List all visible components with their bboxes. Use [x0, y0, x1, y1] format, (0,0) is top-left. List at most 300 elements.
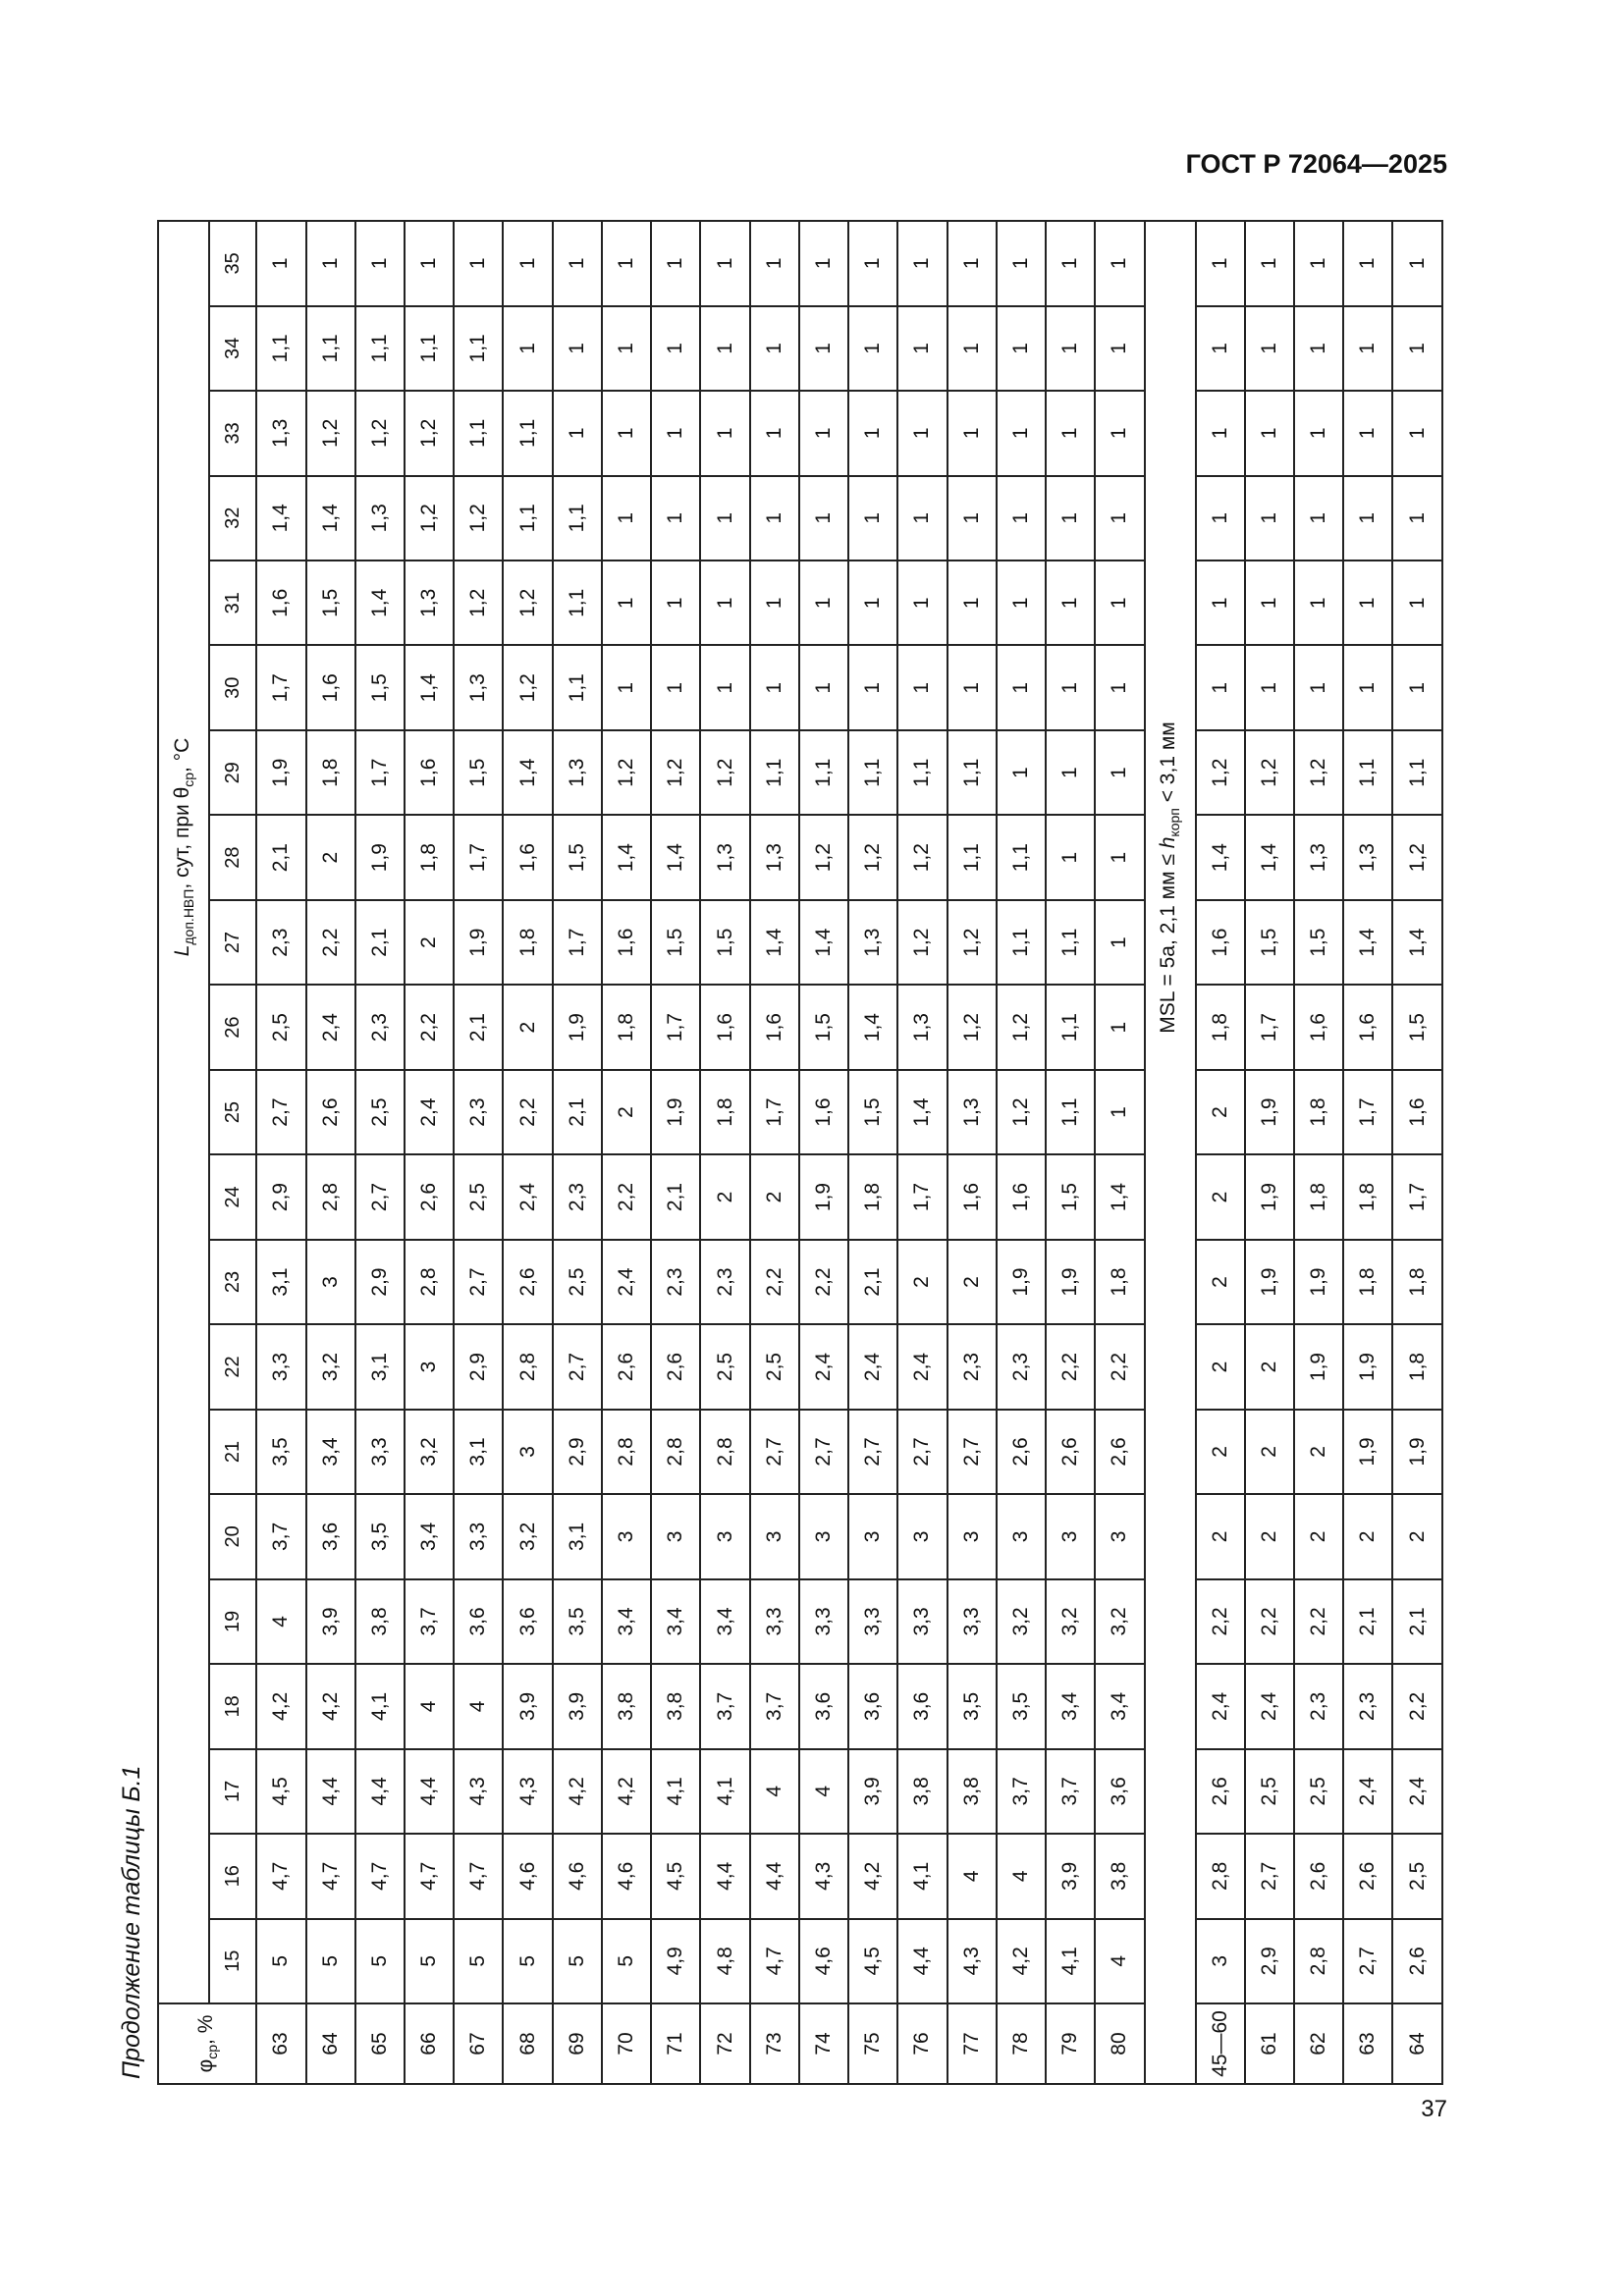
table-cell: 4 [454, 1664, 503, 1748]
table-cell: 1 [1343, 391, 1392, 475]
table-cell: 2,2 [1245, 1579, 1294, 1664]
table-cell: 1 [1294, 476, 1343, 561]
column-header: 22 [209, 1324, 256, 1409]
row-phi-label: 80 [1095, 2003, 1144, 2084]
table-cell: 1,9 [1245, 1240, 1294, 1324]
table-cell: 1,2 [848, 815, 897, 899]
table-cell: 1,1 [947, 815, 997, 899]
table-cell: 1,6 [997, 1154, 1046, 1239]
table-cell: 3,8 [602, 1664, 651, 1748]
table-cell: 1,7 [1392, 1154, 1442, 1239]
table-cell: 1,4 [750, 900, 799, 985]
table-cell: 3,6 [897, 1664, 947, 1748]
table-cell: 1,2 [997, 985, 1046, 1069]
table-cell: 1 [947, 646, 997, 730]
table-cell: 4,1 [700, 1749, 749, 1834]
table-cell: 2,8 [503, 1324, 552, 1409]
table-cell: 1,2 [454, 476, 503, 561]
table-cell: 1,1 [947, 730, 997, 815]
table-cell: 2,1 [355, 900, 405, 985]
table-cell: 1 [1343, 476, 1392, 561]
table-cell: 2,8 [405, 1240, 454, 1324]
table-cell: 1 [1343, 306, 1392, 391]
table-cell: 1,9 [1392, 1410, 1442, 1494]
table-cell: 4,4 [306, 1749, 355, 1834]
table-cell: 3,1 [454, 1410, 503, 1494]
table-cell: 1 [602, 476, 651, 561]
table-cell: 3,3 [750, 1579, 799, 1664]
table-cell: 1,2 [1245, 730, 1294, 815]
table-cell: 1 [848, 221, 897, 306]
table-cell: 2,9 [454, 1324, 503, 1409]
table-cell: 2,2 [1095, 1324, 1144, 1409]
table-cell: 5 [256, 1919, 305, 2003]
table-cell: 5 [355, 1919, 405, 2003]
table-cell: 1 [848, 646, 897, 730]
section-header: MSL = 5a, 2,1 мм ≤ $h_{корп} < 3,1$ мм [1145, 221, 1196, 2084]
table-cell: 1,1 [553, 646, 602, 730]
table-cell: 2 [1196, 1494, 1245, 1578]
row-phi-label: 67 [454, 2003, 503, 2084]
table-cell: 2,8 [700, 1410, 749, 1494]
table-cell: 3 [897, 1494, 947, 1578]
table-cell: 4 [947, 1834, 997, 1918]
table-cell: 1 [799, 221, 848, 306]
table-cell: 1,5 [799, 985, 848, 1069]
table-cell: 1 [1196, 646, 1245, 730]
table-cell: 1 [947, 221, 997, 306]
rotated-table-area [114, 220, 1449, 2085]
table-cell: 2 [897, 1240, 947, 1324]
table-cell: 3 [503, 1410, 552, 1494]
table-cell: 1,5 [1245, 900, 1294, 985]
table-cell: 1,1 [897, 730, 947, 815]
table-cell: 2,6 [1046, 1410, 1095, 1494]
table-cell: 2,9 [355, 1240, 405, 1324]
table-cell: 5 [306, 1919, 355, 2003]
table-cell: 1 [848, 391, 897, 475]
table-cell: 4,7 [355, 1834, 405, 1918]
table-cell: 1 [1095, 306, 1144, 391]
table-cell: 1,1 [799, 730, 848, 815]
table-row [700, 221, 749, 2084]
table-cell: 1,7 [750, 1070, 799, 1154]
table-cell: 1,3 [700, 815, 749, 899]
table-row [651, 221, 700, 2084]
table-cell: 2,7 [897, 1410, 947, 1494]
table-cell: 2,2 [1392, 1664, 1442, 1748]
table-cell: 1,1 [1046, 985, 1095, 1069]
table-cell: 2,2 [503, 1070, 552, 1154]
table-cell: 1 [602, 306, 651, 391]
table-cell: 4,5 [256, 1749, 305, 1834]
table-cell: 1,8 [1392, 1324, 1442, 1409]
table-cell: 3,1 [553, 1494, 602, 1578]
table-cell: 2,4 [503, 1154, 552, 1239]
table-cell: 1,5 [454, 730, 503, 815]
table-cell: 4 [405, 1664, 454, 1748]
table-cell: 4,5 [848, 1919, 897, 2003]
table-cell: 1,1 [848, 730, 897, 815]
table-cell: 1 [1046, 306, 1095, 391]
table-cell: 1 [997, 646, 1046, 730]
table-cell: 1,3 [256, 391, 305, 475]
table-cell: 3,4 [405, 1494, 454, 1578]
table-cell: 4,1 [1046, 1919, 1095, 2003]
table-cell: 1,9 [355, 815, 405, 899]
table-row [355, 221, 405, 2084]
table-cell: 2 [1196, 1070, 1245, 1154]
column-header: 35 [209, 221, 256, 306]
table-cell: 1,4 [1196, 815, 1245, 899]
table-cell: 2 [1392, 1494, 1442, 1578]
table-cell: 1,3 [947, 1070, 997, 1154]
table-row [306, 221, 355, 2084]
table-cell: 2,2 [1046, 1324, 1095, 1409]
table-cell: 2 [1196, 1240, 1245, 1324]
table-cell: 3,5 [256, 1410, 305, 1494]
table-cell: 1 [1392, 391, 1442, 475]
table-cell: 2,4 [602, 1240, 651, 1324]
table-cell: 2,5 [553, 1240, 602, 1324]
table-cell: 1 [997, 221, 1046, 306]
table-cell: 1,2 [947, 900, 997, 985]
table-cell: 1,4 [355, 561, 405, 645]
table-cell: 3,4 [1046, 1664, 1095, 1748]
table-cell: 1 [651, 306, 700, 391]
table-body [158, 221, 1442, 2084]
table-cell: 2 [1245, 1410, 1294, 1494]
table-cell: 1 [897, 306, 947, 391]
table-row [553, 221, 602, 2084]
table-cell: 1 [256, 221, 305, 306]
table-cell: 1,5 [355, 646, 405, 730]
table-cell: 1,3 [848, 900, 897, 985]
table-cell: 3,2 [306, 1324, 355, 1409]
table-cell: 1 [1245, 646, 1294, 730]
table-cell: 1 [602, 221, 651, 306]
row-phi-label: 63 [1343, 2003, 1392, 2084]
table-cell: 1,1 [1343, 730, 1392, 815]
table-cell: 1 [997, 561, 1046, 645]
table-cell: 1 [1095, 646, 1144, 730]
table-cell: 3 [947, 1494, 997, 1578]
temperature-header-row [209, 221, 256, 2084]
table-cell: 3,1 [256, 1240, 305, 1324]
table-cell: 1 [799, 306, 848, 391]
table-cell: 1 [750, 221, 799, 306]
column-header: 26 [209, 985, 256, 1069]
table-cell: 1 [750, 646, 799, 730]
table-cell: 3,8 [651, 1664, 700, 1748]
table-row [897, 221, 947, 2084]
column-header: 34 [209, 306, 256, 391]
table-cell: 1 [750, 306, 799, 391]
table-cell: 2,3 [997, 1324, 1046, 1409]
table-row [799, 221, 848, 2084]
table-cell: 3,8 [355, 1579, 405, 1664]
table-cell: 1 [1095, 900, 1144, 985]
row-phi-label: 74 [799, 2003, 848, 2084]
table-cell: 1,4 [306, 476, 355, 561]
table-cell: 2 [503, 985, 552, 1069]
table-cell: 2,9 [256, 1154, 305, 1239]
column-header: 28 [209, 815, 256, 899]
table-cell: 3,3 [799, 1579, 848, 1664]
table-cell: 1 [651, 221, 700, 306]
document-code: ГОСТ Р 72064—2025 [1185, 149, 1447, 179]
table-cell: 1,2 [651, 730, 700, 815]
table-cell: 1 [1095, 815, 1144, 899]
table-cell: 2,2 [306, 900, 355, 985]
table-cell: 1,6 [256, 561, 305, 645]
table-cell: 3,5 [947, 1664, 997, 1748]
section-row [1145, 221, 1196, 2084]
table-cell: 1 [602, 646, 651, 730]
table-cell: 4,4 [700, 1834, 749, 1918]
table-cell: 1,1 [553, 476, 602, 561]
table-cell: 3,3 [355, 1410, 405, 1494]
table-cell: 3 [1095, 1494, 1144, 1578]
table-cell: 1 [1046, 476, 1095, 561]
table-cell: 1 [1343, 221, 1392, 306]
table-cell: 4,7 [454, 1834, 503, 1918]
table-cell: 2,4 [897, 1324, 947, 1409]
table-cell: 2,8 [602, 1410, 651, 1494]
table-cell: 1,1 [750, 730, 799, 815]
table-cell: 4,2 [997, 1919, 1046, 2003]
table-cell: 1 [503, 221, 552, 306]
table-cell: 1 [1046, 391, 1095, 475]
table-cell: 1,9 [454, 900, 503, 985]
table-cell: 2,7 [454, 1240, 503, 1324]
table-cell: 1,9 [1046, 1240, 1095, 1324]
table-cell: 1 [1196, 561, 1245, 645]
table-cell: 2,5 [1392, 1834, 1442, 1918]
table-cell: 3,3 [256, 1324, 305, 1409]
table-cell: 1,2 [897, 900, 947, 985]
table-cell: 1 [848, 561, 897, 645]
column-header: 20 [209, 1494, 256, 1578]
table-cell: 1,7 [256, 646, 305, 730]
table-cell: 3,9 [503, 1664, 552, 1748]
table-cell: 1 [700, 391, 749, 475]
table-cell: 1 [1294, 391, 1343, 475]
table-cell: 1,6 [799, 1070, 848, 1154]
table-cell: 1,7 [355, 730, 405, 815]
column-header: 33 [209, 391, 256, 475]
table-cell: 2,3 [355, 985, 405, 1069]
table-cell: 1,8 [1294, 1154, 1343, 1239]
table-cell: 2,5 [1294, 1749, 1343, 1834]
table-cell: 1 [1245, 391, 1294, 475]
table-cell: 1,6 [1343, 985, 1392, 1069]
table-row [848, 221, 897, 2084]
table-cell: 4,7 [750, 1919, 799, 2003]
table-cell: 3,3 [897, 1579, 947, 1664]
table-cell: 1,6 [1392, 1070, 1442, 1154]
table-cell: 2,5 [355, 1070, 405, 1154]
table-cell: 1,2 [1196, 730, 1245, 815]
table-cell: 2 [1196, 1410, 1245, 1494]
table-cell: 3,5 [997, 1664, 1046, 1748]
table-cell: 2,7 [553, 1324, 602, 1409]
table-cell: 4,7 [405, 1834, 454, 1918]
table-cell: 3 [405, 1324, 454, 1409]
row-phi-label: 69 [553, 2003, 602, 2084]
table-cell: 1,4 [602, 815, 651, 899]
table-cell: 1,5 [700, 900, 749, 985]
table-cell: 4,3 [454, 1749, 503, 1834]
row-phi-label: 77 [947, 2003, 997, 2084]
table-cell: 2,5 [454, 1154, 503, 1239]
table-cell: 1,4 [1343, 900, 1392, 985]
table-cell: 1,5 [306, 561, 355, 645]
table-row [1245, 221, 1294, 2084]
table-row [602, 221, 651, 2084]
table-cell: 2,1 [454, 985, 503, 1069]
table-cell: 2 [1245, 1324, 1294, 1409]
table-cell: 3 [602, 1494, 651, 1578]
table-cell: 1,8 [1392, 1240, 1442, 1324]
table-cell: 2,4 [1343, 1749, 1392, 1834]
table-cell: 1 [848, 476, 897, 561]
table-cell: 1,2 [405, 391, 454, 475]
table-cell: 1,7 [553, 900, 602, 985]
table-cell: 4,8 [700, 1919, 749, 2003]
table-cell: 2,8 [1294, 1919, 1343, 2003]
table-cell: 2,4 [799, 1324, 848, 1409]
table-cell: 1,2 [897, 815, 947, 899]
table-cell: 1 [1294, 646, 1343, 730]
table-cell: 3,8 [897, 1749, 947, 1834]
table-cell: 1,1 [1392, 730, 1442, 815]
page-number: 37 [1421, 2096, 1447, 2122]
table-cell: 1 [651, 391, 700, 475]
table-cell: 2 [700, 1154, 749, 1239]
table-cell: 1 [947, 391, 997, 475]
table-cell: 1 [1095, 1070, 1144, 1154]
table-cell: 1,5 [1046, 1154, 1095, 1239]
table-cell: 2,9 [553, 1410, 602, 1494]
table-cell: 1 [1046, 221, 1095, 306]
table-cell: 2,7 [947, 1410, 997, 1494]
table-cell: 1,3 [553, 730, 602, 815]
table-cell: 4,2 [306, 1664, 355, 1748]
table-cell: 2,6 [405, 1154, 454, 1239]
column-header: 32 [209, 476, 256, 561]
table-cell: 2,6 [1095, 1410, 1144, 1494]
table-cell: 1 [1245, 561, 1294, 645]
table-cell: 3 [1196, 1919, 1245, 2003]
column-header: 17 [209, 1749, 256, 1834]
row-phi-label: 73 [750, 2003, 799, 2084]
table-cell: 1,2 [306, 391, 355, 475]
table-cell: 1,1 [306, 306, 355, 391]
table-cell: 1,1 [405, 306, 454, 391]
table-cell: 2 [947, 1240, 997, 1324]
table-cell: 1 [750, 476, 799, 561]
table-cell: 1,4 [799, 900, 848, 985]
table-cell: 3 [750, 1494, 799, 1578]
table-cell: 2,8 [306, 1154, 355, 1239]
table-cell: 1,5 [848, 1070, 897, 1154]
table-cell: 3,6 [503, 1579, 552, 1664]
table-cell: 1,4 [1245, 815, 1294, 899]
column-header: 27 [209, 900, 256, 985]
table-cell: 2,4 [1392, 1749, 1442, 1834]
table-cell: 3,2 [1095, 1579, 1144, 1664]
table-cell: 1 [799, 561, 848, 645]
row-phi-label: 64 [1392, 2003, 1442, 2084]
table-cell: 1 [700, 646, 749, 730]
table-cell: 3,6 [799, 1664, 848, 1748]
table-cell: 2,3 [553, 1154, 602, 1239]
table-cell: 1,9 [1294, 1324, 1343, 1409]
table-cell: 2,7 [799, 1410, 848, 1494]
table-cell: 1,9 [997, 1240, 1046, 1324]
table-cell: 3 [651, 1494, 700, 1578]
table-cell: 1,9 [1245, 1070, 1294, 1154]
table-cell: 4,5 [651, 1834, 700, 1918]
table-cell: 1 [997, 730, 1046, 815]
table-continuation-title: Продолжение таблицы Б.1 [118, 1765, 145, 2079]
table-cell: 2,1 [848, 1240, 897, 1324]
table-cell: 2,1 [1343, 1579, 1392, 1664]
table-cell: 3,7 [750, 1664, 799, 1748]
table-cell: 4,2 [602, 1749, 651, 1834]
table-cell: 1 [799, 646, 848, 730]
table-cell: 1,1 [355, 306, 405, 391]
table-cell: 1,1 [997, 815, 1046, 899]
table-cell: 1,8 [1095, 1240, 1144, 1324]
table-cell: 2 [750, 1154, 799, 1239]
table-cell: 3 [1046, 1494, 1095, 1578]
table-cell: 1,8 [405, 815, 454, 899]
row-phi-label: 66 [405, 2003, 454, 2084]
table-cell: 1 [848, 306, 897, 391]
table-cell: 4,2 [553, 1749, 602, 1834]
table-cell: 3,2 [405, 1410, 454, 1494]
table-cell: 2,3 [1294, 1664, 1343, 1748]
table-cell: 1,2 [947, 985, 997, 1069]
table-cell: 1 [1294, 306, 1343, 391]
table-cell: 2,2 [602, 1154, 651, 1239]
table-cell: 2,6 [1392, 1919, 1442, 2003]
table-cell: 1,1 [503, 476, 552, 561]
table-cell: 1 [1245, 476, 1294, 561]
table-cell: 1,5 [651, 900, 700, 985]
table-cell: 1,3 [355, 476, 405, 561]
table-cell: 3,2 [1046, 1579, 1095, 1664]
table-cell: 2,3 [1343, 1664, 1392, 1748]
phi-header: $\varphi_{ср}$, % [158, 2003, 256, 2084]
table-cell: 2,7 [1245, 1834, 1294, 1918]
table-cell: 4,2 [256, 1664, 305, 1748]
table-cell: 1,4 [897, 1070, 947, 1154]
table-row [1196, 221, 1245, 2084]
table-cell: 1 [1196, 476, 1245, 561]
header-row [158, 221, 209, 2084]
table-cell: 3,5 [355, 1494, 405, 1578]
table-cell: 1,2 [997, 1070, 1046, 1154]
table-cell: 1 [897, 646, 947, 730]
table-row [503, 221, 552, 2084]
table-cell: 1 [1095, 561, 1144, 645]
table-cell: 4 [799, 1749, 848, 1834]
table-cell: 1 [553, 306, 602, 391]
table-cell: 1,4 [405, 646, 454, 730]
